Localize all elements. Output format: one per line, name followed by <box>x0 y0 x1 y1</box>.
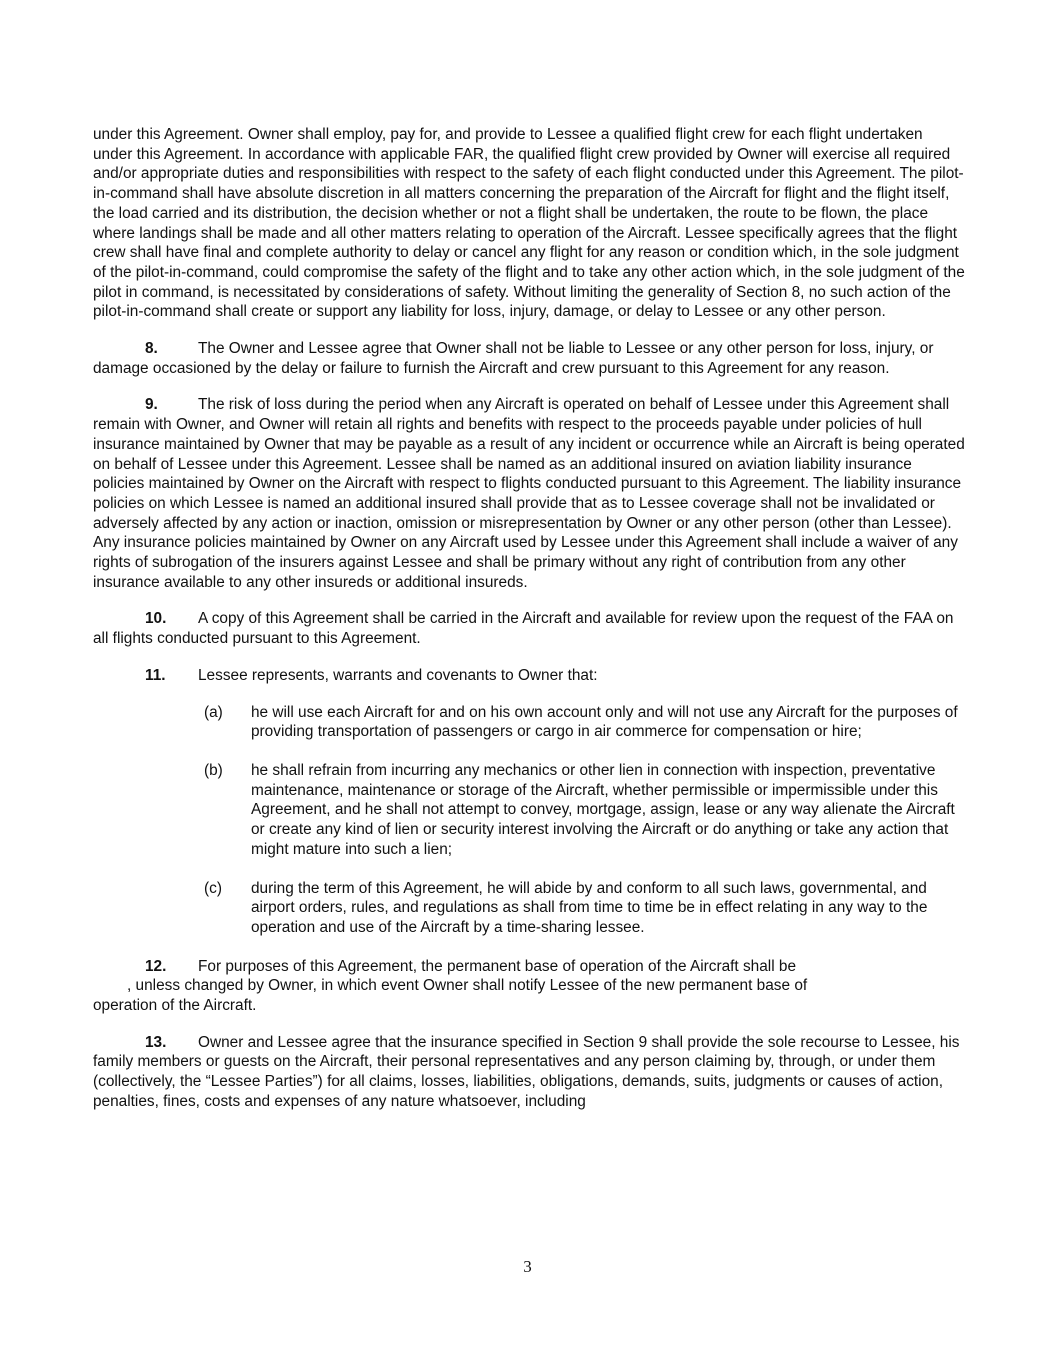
section-text: The risk of loss during the period when any Aircraft is operated on behalf of Lessee under this Agreement shall remain with Owner, and Owner will retain all rights and benefits with respect to the proceeds payable under policies of hull insurance maintained by Owner that may be payable as a result of any incident or occurrence while an Aircraft is being operated on behalf of Lessee under this Agreement. Lessee shall be named as an additional insured on aviation liability insurance policies maintained by Owner on the Aircraft with respect to flights conducted pursuant to this Agreement. The liability insurance policies on which Lessee is named an additional insured shall provide that as to Lessee coverage shall not be invalidated or adversely affected by any action or inaction, omission or misrepresentation by Owner or any other person (other than Lessee). Any insurance policies maintained by Owner on any Aircraft used by Lessee under this Agreement shall include a waiver of any rights of subrogation of the insurers against Lessee and shall be primary without any right of contribution from any other insurance available to any other insureds or additional insureds. <box>93 396 965 591</box>
section-11 <box>93 666 965 686</box>
subsection-text: during the term of this Agreement, he will abide by and conform to all such laws, governmental, and airport orders, rules, and regulations as shall from time to time be in effect relating in any way to the operation and use of the Aircraft by a time-sharing lessee. <box>251 879 928 936</box>
section-10 <box>93 609 965 648</box>
section-text: Owner and Lessee agree that the insurance specified in Section 9 shall provide the sole recourse to Lessee, his family members or guests on the Aircraft, their personal representatives and any person claiming by, through, or under them (collectively, the “Lessee Parties”) for all claims, losses, liabilities, obligations, demands, suits, judgments or causes of action, penalties, fines, costs and expenses of any nature whatsoever, including <box>93 1033 960 1110</box>
section-text-continued: , unless changed by Owner, in which event Owner shall notify Lessee of the new permanent base of <box>127 977 808 995</box>
section-text: The Owner and Lessee agree that Owner shall not be liable to Lessee or any other person for loss, injury, or damage occasioned by the delay or failure to furnish the Aircraft and crew pursuant to this Agreement for any reason. <box>93 340 934 377</box>
subsection-text: he will use each Aircraft for and on his own account only and will not use any Aircraft for the purposes of providing transportation of passengers or cargo in air commerce for compensation or hire; <box>251 703 958 741</box>
page-number: 3 <box>523 1257 532 1276</box>
subsection-text: he shall refrain from incurring any mechanics or other lien in connection with inspection, preventative maintenance, maintenance or storage of the Aircraft, whether permissible or impermissible under this Agreement, and he shall not attempt to convey, mortgage, assign, lease or any way alienate the Aircraft or create any kind of lien or security interest involving the Aircraft or do anything or take any action that might mature into such a lien; <box>251 761 955 858</box>
section-text: For purposes of this Agreement, the permanent base of operation of the Aircraft shall be <box>198 957 797 975</box>
section-number: 12. <box>145 957 167 975</box>
document-page <box>93 125 965 1129</box>
section-text: Lessee represents, warrants and covenants to Owner that: <box>198 666 598 684</box>
section-number: 10. <box>145 610 167 628</box>
section-9 <box>93 395 965 592</box>
section-number: 9. <box>145 396 158 414</box>
section-text-end: operation of the Aircraft. <box>93 997 257 1015</box>
section-8 <box>93 339 965 378</box>
section-13 <box>93 1033 965 1112</box>
subsection-a <box>93 703 965 742</box>
section-number: 8. <box>145 340 158 358</box>
subsection-label: (b) <box>204 761 223 779</box>
paragraph-continued: under this Agreement. Owner shall employ, pay for, and provide to Lessee a qualified flight crew for each flight undertaken under this Agreement. In accordance with applicable FAR, the qualified flight crew provided by Owner will exercise all required and/or appropriate duties and responsibilities with respect to the safety of each flight conducted under this Agreement. The pilot-in-command shall have absolute discretion in all matters concerning the preparation of the Aircraft for flight and the flight itself, the load carried and its distribution, the decision whether or not a flight shall be undertaken, the route to be flown, the place where landings shall be made and all other matters relating to operation of the Aircraft. Lessee specifically agrees that the flight crew shall have final and complete authority to delay or cancel any flight for any reason or condition which, in the sole judgment of the pilot-in-command, could compromise the safety of the flight and to take any other action which, in the sole judgment of the pilot in command, is necessitated by considerations of safety. Without limiting the generality of Section 8, no such action of the pilot-in-command shall create or support any liability for loss, injury, damage, or delay to Lessee or any other person. <box>93 126 965 321</box>
section-text: A copy of this Agreement shall be carried in the Aircraft and available for review upon the request of the FAA on all flights conducted pursuant to this Agreement. <box>93 610 954 648</box>
subsection-label: (c) <box>204 879 222 897</box>
section-number: 11. <box>145 666 166 684</box>
section-12 <box>93 957 965 1016</box>
subsection-c <box>93 879 965 938</box>
section-number: 13. <box>145 1033 167 1051</box>
subsection-b <box>93 761 965 860</box>
subsection-label: (a) <box>204 703 223 721</box>
